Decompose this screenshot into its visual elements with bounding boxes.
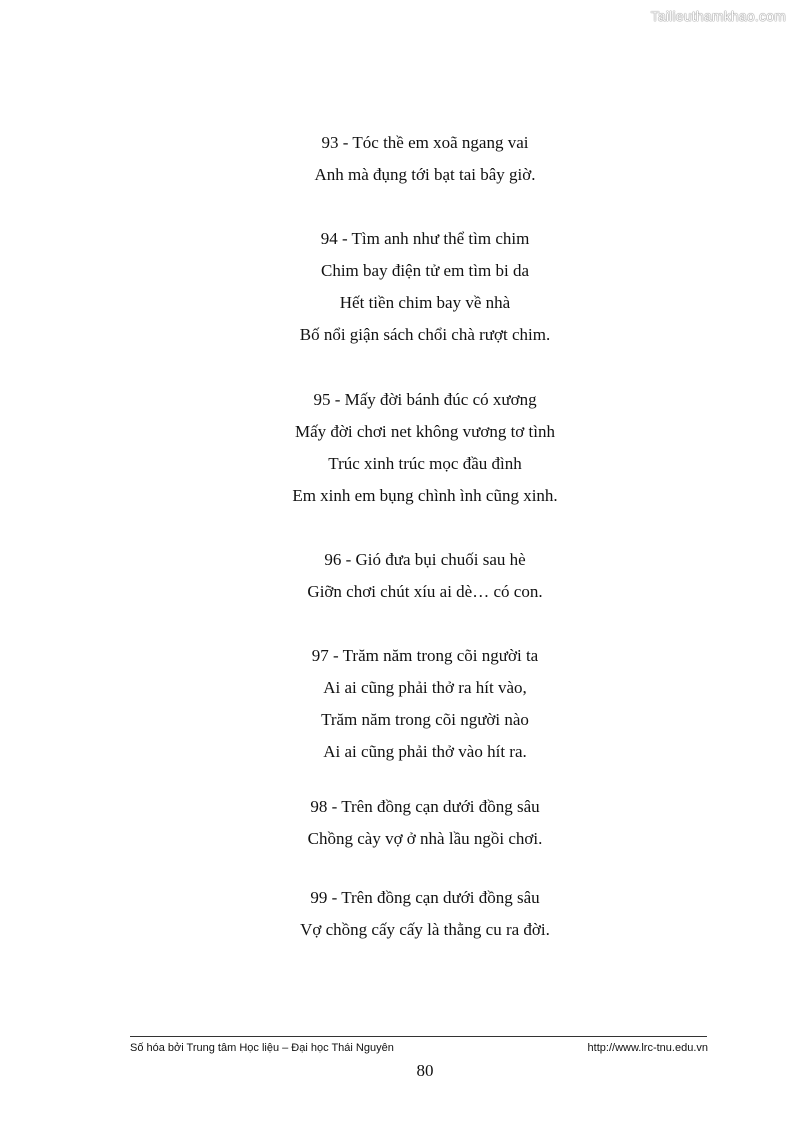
- verse-line: Mấy đời chơi net không vương tơ tình: [294, 422, 555, 441]
- verse-line: 98 - Trên đồng cạn dưới đồng sâu: [310, 797, 540, 816]
- footer-url-link[interactable]: http://www.lrc-tnu.edu.vn: [587, 1042, 708, 1054]
- verse-line: 96 - Gió đưa bụi chuối sau hè: [324, 550, 526, 569]
- verse-line: Chim bay điện tử em tìm bi da: [321, 261, 529, 280]
- verse-line: Chồng cày vợ ở nhà lầu ngồi chơi.: [307, 829, 543, 848]
- watermark-text: Tailieuthamkhao.com: [650, 8, 786, 24]
- verse-line: Bố nổi giận sách chổi chà rượt chim.: [299, 325, 551, 344]
- verse-block-95: [0, 384, 794, 512]
- verse-line: 95 - Mấy đời bánh đúc có xương: [313, 390, 537, 409]
- verse-line: Ai ai cũng phải thở ra hít vào,: [323, 678, 527, 697]
- verse-block-96: [0, 544, 794, 608]
- verse-line: 99 - Trên đồng cạn dưới đồng sâu: [310, 888, 540, 907]
- verse-line: Hết tiền chim bay về nhà: [339, 293, 511, 312]
- footer-credit: Số hóa bởi Trung tâm Học liệu – Đại học Thái Nguyên: [130, 1042, 394, 1054]
- verse-block-99: [0, 882, 794, 946]
- verse-block-97: [0, 640, 794, 768]
- verse-line: 97 - Trăm năm trong cõi người ta: [311, 646, 539, 665]
- verse-line: Trăm năm trong cõi người nào: [321, 710, 529, 729]
- verse-block-98: [0, 791, 794, 855]
- verse-block-93: [0, 127, 794, 191]
- verse-block-94: [0, 223, 794, 351]
- verse-line: Vợ chồng cấy cấy là thằng cu ra đời.: [300, 920, 550, 939]
- verse-line: 93 - Tóc thề em xoã ngang vai: [321, 133, 529, 152]
- verse-line: Em xinh em bụng chình ình cũng xinh.: [292, 486, 558, 505]
- verse-line: Trúc xinh trúc mọc đầu đình: [328, 454, 522, 473]
- page-number: 80: [416, 1061, 434, 1080]
- verse-line: 94 - Tìm anh như thể tìm chim: [320, 229, 530, 248]
- verse-line: Anh mà đụng tới bạt tai bây giờ.: [314, 165, 536, 184]
- verse-line: Giỡn chơi chút xíu ai dè… có con.: [307, 582, 543, 601]
- footer-divider: [130, 1036, 707, 1037]
- verse-line: Ai ai cũng phải thở vào hít ra.: [323, 742, 527, 761]
